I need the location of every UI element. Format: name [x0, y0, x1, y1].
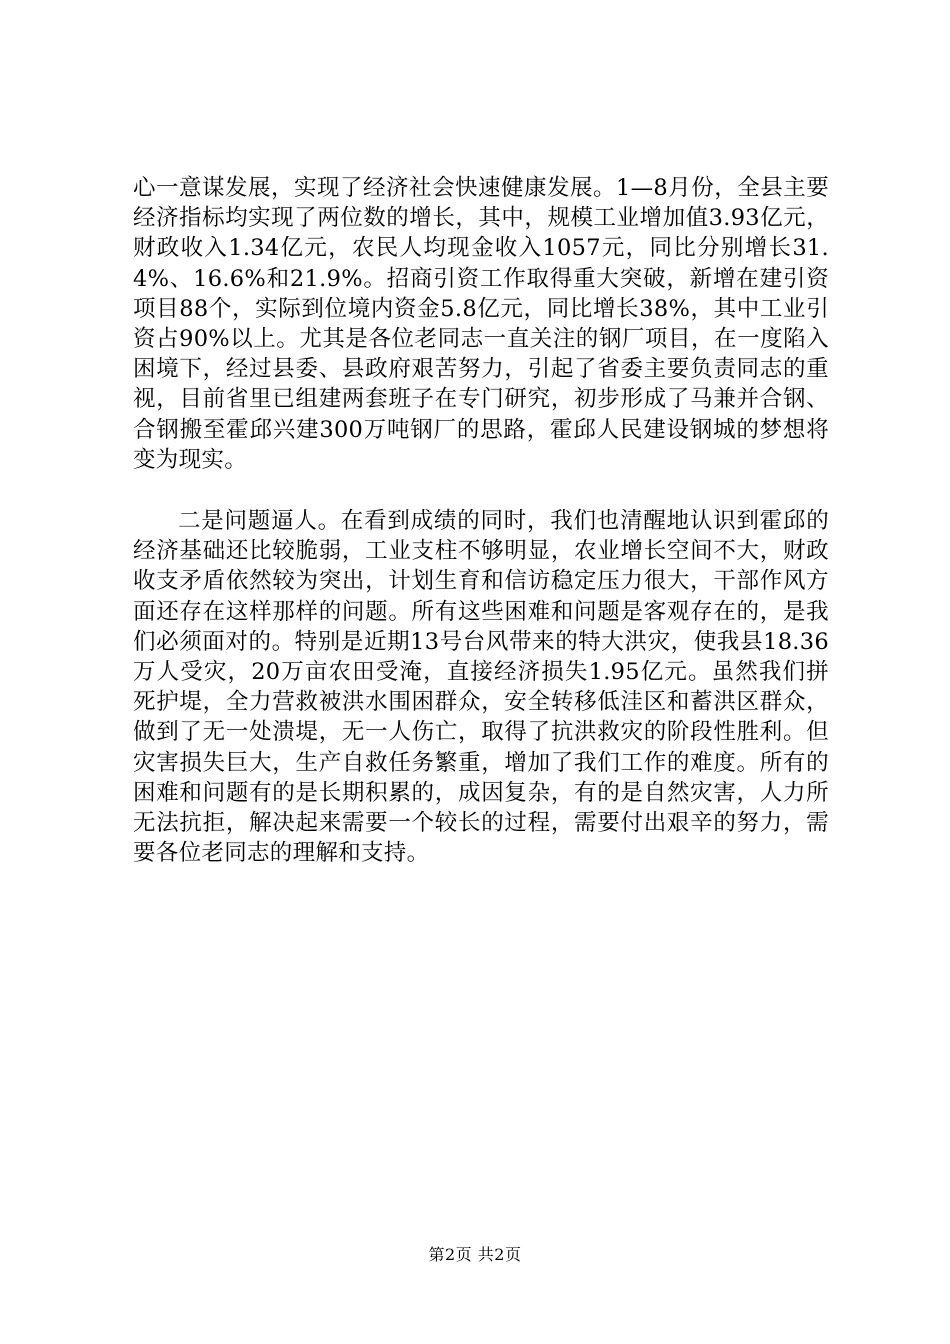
page-footer: 第2页 共2页: [428, 1245, 522, 1264]
paragraph-spacer: [133, 475, 829, 506]
document-body: [133, 173, 829, 868]
paragraph-1: 心一意谋发展，实现了经济社会快速健康发展。1—8月份，全县主要经济指标均实现了两位数的增长，其中，规模工业增加值3.93亿元，财政收入1.34亿元，农民人均现金收入1057元，同比分别增长31.4%、16.6%和21.9%。招商引资工作取得重大突破，新增在建引资项目88个，实际到位境内资金5.8亿元，同比增长38%，其中工业引资占90%以上。尤其是各位老同志一直关注的钢厂项目，在一度陷入困境下，经过县委、县政府艰苦努力，引起了省委主要负责同志的重视，目前省里已组建两套班子在专门研究，初步形成了马兼并合钢、合钢搬至霍邱兴建300万吨钢厂的思路，霍邱人民建设钢城的梦想将变为现实。: [133, 175, 829, 473]
paragraph-2: 二是问题逼人。在看到成绩的同时，我们也清醒地认识到霍邱的经济基础还比较脆弱，工业支柱不够明显，农业增长空间不大，财政收支矛盾依然较为突出，计划生育和信访稳定压力很大，干部作风方面还存在这样那样的问题。所有这些困难和问题是客观存在的，是我们必须面对的。特别是近期13号台风带来的特大洪灾，使我县18.36万人受灾，20万亩农田受淹，直接经济损失1.95亿元。虽然我们拼死护堤，全力营救被洪水围困群众，安全转移低洼区和蓄洪区群众，做到了无一处溃堤，无一人伤亡，取得了抗洪救灾的阶段性胜利。但灾害损失巨大，生产自救任务繁重，增加了我们工作的难度。所有的困难和问题有的是长期积累的，成因复杂，有的是自然灾害，人力所无法抗拒，解决起来需要一个较长的过程，需要付出艰辛的努力，需要各位老同志的理解和支持。: [133, 508, 829, 867]
